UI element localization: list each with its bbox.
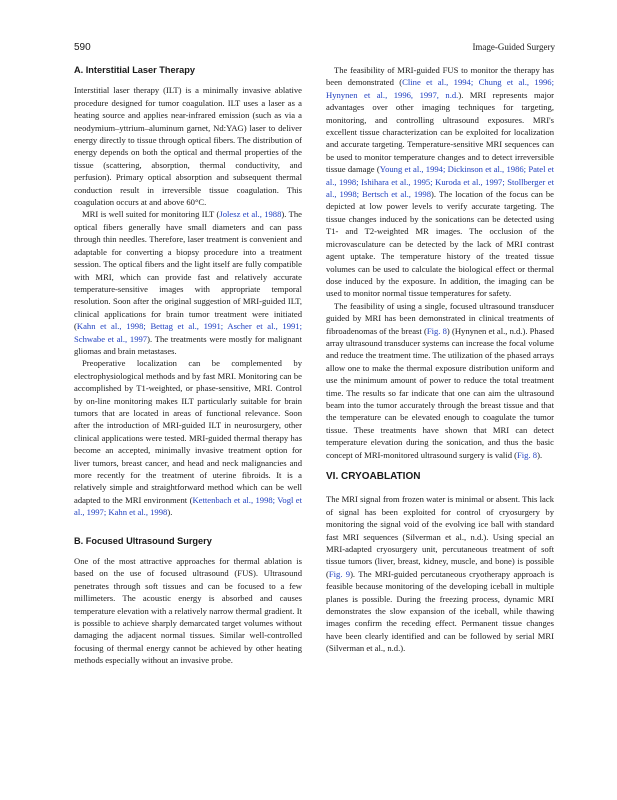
text: ). MRI represents major advantages over other imaging techniques for targeting, monitoring, and controlling ultrasound exposures. MRI's excellent tissue characterization can be exploited for localization and accurate targeting. Temperature-sensitive MRI sequences can be used to monitor temperature changes and to detect irreversible tissue damage ( [326, 89, 554, 175]
paragraph-a2 [74, 208, 302, 357]
citation-link[interactable]: Young et al., 1994; Dickinson et al., 1986; Patel et al., 1998; Ishihara et al., 1995; Kuroda et al., 1997; Stollberger et al., 1998; Bertsch et al., 1998 [326, 164, 554, 200]
citation-link[interactable]: Kettenbach et al., 1998; Vogl et al., 1997; Kahn et al., 1998 [74, 494, 302, 518]
paragraph-b1: One of the most attractive approaches for thermal ablation is based on the use of focused ultrasound (FUS). Ultrasound penetrates through soft tissues and can be focused to a few millimeters. The acoustic energy is absorbed and causes temperature elevation with a relatively narrow thermal gradient. It is possible to achieve sharply demarcated target volumes without damaging the adjacent normal tissues. Similar well-controlled focusing of thermal energy cannot be achieved by other heating methods especially without an invasive probe. [74, 556, 302, 666]
text: MRI is well suited for monitoring ILT ( [82, 209, 220, 220]
text: The feasibility of MRI-guided FUS to monitor the therapy has been demonstrated ( [326, 65, 554, 88]
paragraph-b2 [326, 64, 554, 300]
paragraph-a1: Interstitial laser therapy (ILT) is a minimally invasive ablative procedure designed for tumor coagulation. ILT uses a laser as a heating source and applies near-infrared emission (such as via a neodymium–yttrium–aluminum garnet, Nd:YAG) laser to deliver energy directly to tissue through optical fibers. The distribution of energy depends on both the optical and thermal properties of the tissue (scattering, absorption, thermal conductivity, and perfusion). Primary optical absorption and subsequent thermal conduction result in irreversible tissue coagulation. This coagulation occurs at and above 60°C. [74, 85, 302, 208]
paragraph-b3 [326, 300, 554, 461]
right-column [326, 64, 554, 655]
running-title: Image-Guided Surgery [472, 42, 555, 52]
citation-link[interactable]: Kahn et al., 1998; Bettag et al., 1991; Ascher et al., 1991; Schwabe et al., 1997 [74, 321, 302, 344]
text: Preoperative localization can be complemented by electrophysiological methods and by fast MRI. Monitoring can be accomplished by T1-weighted, or phase-sensitive, MRI. Control by on-line monitoring makes ILT particularly suitable for brain tumors that are located in areas of functional relevance. Soon after the introduction of MRI-guided ILT in neurosurgery, other clinical applications were tested. MRI-guided thermal therapy has become an accepted, minimally invasive treatment option for liver tumors, breast cancer, and head and neck malignancies and more recently for the treatment of uterine fibroids. It is a relatively simple and straightforward method which can be well adapted to the MRI environment ( [74, 358, 302, 505]
text: ) (Hynynen et al., n.d.). Phased array ultrasound transducer systems can increase the focal volume and reduce the treatment time. The utilization of the phased arrays allow one to make the thermal exposure distribution uniform and use the minimum amount of power to reduce the total treatment time. The results so far indicate that one can aim the ultrasound beam into the tumor accurately through the breast tissue and that the temperature can be elevated enough to coagulate the tumor tissue. These treatments have shown that MRI can detect temperature elevation during the sonication, and thus the basic concept of MRI-monitored ultrasound surgery is valid ( [326, 325, 554, 460]
left-column [74, 64, 302, 667]
paragraph-c1 [326, 493, 554, 654]
section-b-heading: B. Focused Ultrasound Surgery [74, 535, 212, 546]
text: The MRI signal from frozen water is minimal or absent. This lack of signal has been exploited for control of cryosurgery by monitoring the signal void of the evolving ice ball with standard fast MRI sequences (Silverman et al., n.d.). Using special an MRI-adapted cryosurgery unit, percutaneous treatment of soft tissue tumors (liver, breast, kidney, muscle, and bone) is possible ( [326, 494, 554, 579]
text: ). The MRI-guided percutaneous cryotherapy approach is feasible because monitoring of the developing iceball in multiple planes is possible. During the freezing process, dynamic MRI demonstrates the slow expansion of the iceball, while thawing images confirm the receding effect. Permanent tissue changes have been clearly identified and can be followed by serial MRI (Silverman et al., n.d.). [326, 568, 554, 654]
figure-link[interactable]: Fig. 9 [328, 568, 351, 579]
text: ). The optical fibers generally have small diameters and can pass through thin needles. Therefore, laser treatment is convenient and adaptable for converting a biopsy procedure into a treatment session. The optical fibers and the light itself are fully compatible with MRI, which can provide fast and relatively accurate temperature-sensitive images with appropriate temporal resolution. Soon after the original suggestion of MRI-guided ILT, clinical applications for brain tumor treatment were initiated ( [74, 209, 302, 332]
page-number: 590 [74, 42, 91, 53]
text: ). The location of the focus can be depicted at low power levels to verify accurate targeting. The tissue changes induced by the sonications can be detected using T1- and T2-weighted MR images. The occlusion of the microvasculature can be detected by the lack of MRI contrast agent uptake. The temperature history of the treated tissue volumes can be used to calculate the biological effect or thermal dose induced by the exposure. In addition, the imaging can be used to monitor normal tissue temperatures for safety. [326, 189, 554, 299]
text: The feasibility of using a single, focused ultrasound transducer guided by MRI has been demonstrated in clinical treatments of fibroadenomas of the breast ( [326, 300, 554, 336]
section-a-heading: A. Interstitial Laser Therapy [74, 65, 196, 75]
text: ). [167, 507, 173, 518]
citation-link[interactable]: Cline et al., 1994; Chung et al., 1996; Hynynen et al., 1996, 1997, n.d. [326, 77, 554, 100]
figure-link[interactable]: Fig. 8 [426, 325, 447, 336]
text: ). [537, 449, 543, 460]
page-header [74, 42, 555, 56]
paragraph-a3 [74, 357, 302, 518]
section-vi-heading: VI. CRYOABLATION [326, 471, 421, 482]
figure-link[interactable]: Fig. 8 [517, 449, 538, 460]
citation-link[interactable]: Jolesz et al., 1988 [219, 209, 282, 220]
text: ). The treatments were mostly for malignant gliomas and brain metastases. [74, 333, 302, 356]
